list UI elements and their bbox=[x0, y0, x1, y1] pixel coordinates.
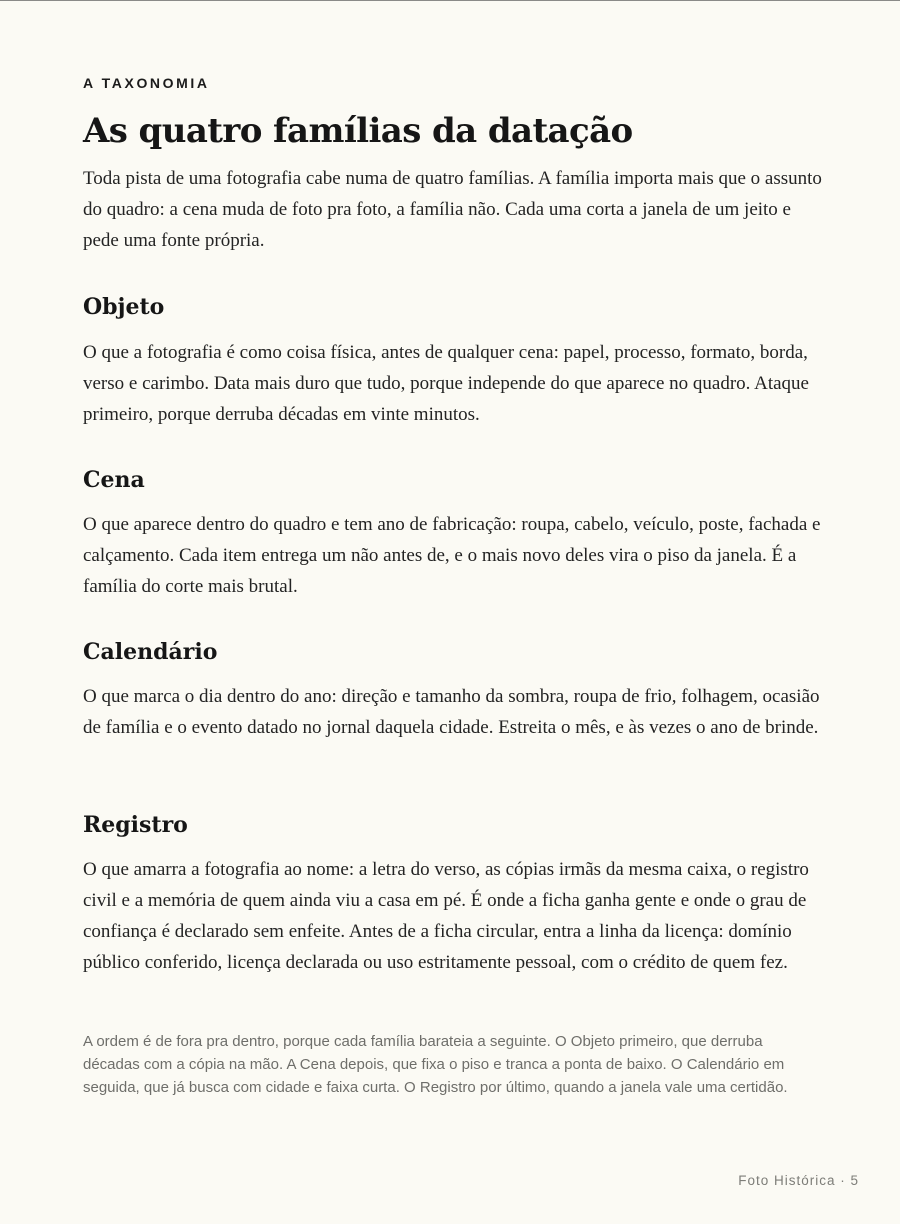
heading-registro: Registro bbox=[83, 812, 188, 838]
body-calendario: O que marca o dia dentro do ano: direção e tamanho da sombra, roupa de frio, folhagem, ocasião de família e o evento datado no jornal daquela cidade. Estreita o mês, e às vezes o ano de brinde. bbox=[83, 686, 820, 738]
body-registro: O que amarra a fotografia ao nome: a letra do verso, as cópias irmãs da mesma caixa, o registro civil e a memória de quem ainda viu a casa em pé. É onde a ficha ganha gente e onde o grau de confiança é declarado sem enfeite. Antes de a ficha circular, entra a linha da licença: domínio público conferido, licença declarada ou uso estritamente pessoal, com o crédito de quem fez. bbox=[83, 859, 809, 973]
body-cena: O que aparece dentro do quadro e tem ano de fabricação: roupa, cabelo, veículo, poste, fachada e calçamento. Cada item entrega um não antes de, e o mais novo deles vira o piso da janela. É a família do corte mais brutal. bbox=[83, 514, 821, 597]
heading-objeto: Objeto bbox=[83, 294, 165, 320]
intro-paragraph: Toda pista de uma fotografia cabe numa de quatro famílias. A família importa mais que o assunto do quadro: a cena muda de foto pra foto, a família não. Cada uma corta a janela de um jeito e pede uma fonte própria. bbox=[83, 168, 822, 251]
body-objeto: O que a fotografia é como coisa física, antes de qualquer cena: papel, processo, formato, borda, verso e carimbo. Data mais duro que tudo, porque independe do que aparece no quadro. Ataque primeiro, porque derruba décadas em vinte minutos. bbox=[83, 342, 809, 425]
heading-cena: Cena bbox=[83, 467, 145, 493]
page-title: As quatro famílias da datação bbox=[83, 111, 633, 151]
closing-note: A ordem é de fora pra dentro, porque cada família barateia a seguinte. O Objeto primeiro, que derruba décadas com a cópia na mão. A Cena depois, que fixa o piso e tranca a ponta de baixo. O Calendário em seguida, que já busca com cidade e faixa curta. O Registro por último, quando a janela vale uma certidão. bbox=[83, 1033, 788, 1096]
heading-calendario: Calendário bbox=[83, 639, 218, 665]
page-folio: Foto Histórica · 5 bbox=[738, 1173, 859, 1188]
section-kicker: A TAXONOMIA bbox=[83, 75, 210, 91]
